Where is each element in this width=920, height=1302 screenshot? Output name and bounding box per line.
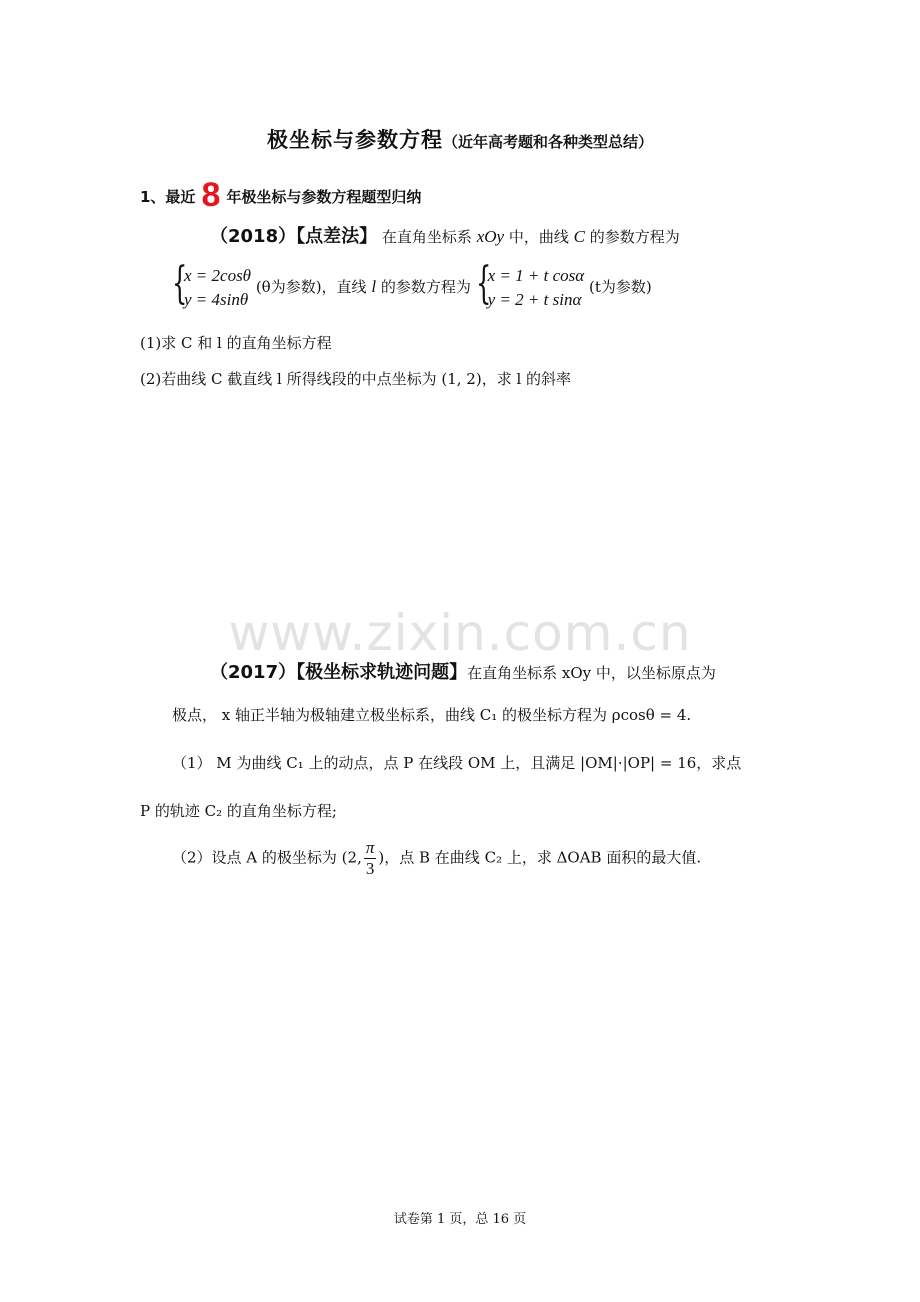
q2017-part2-post: )，点 B 在曲线 C₂ 上，求 ΔOAB 面积的最大值.	[378, 848, 702, 867]
q2018-year: （2018）	[210, 226, 297, 247]
title-main: 极坐标与参数方程	[266, 128, 443, 152]
q2017-part2	[172, 838, 701, 879]
q2017-header	[210, 658, 716, 684]
q2018-equations	[172, 258, 652, 312]
section-number: 8	[201, 176, 221, 214]
curve-c-eq2: y = 4sinθ	[184, 290, 249, 309]
q2018-curve-c: C	[573, 227, 585, 246]
q2017-part2-pre: （2）设点 A 的极坐标为 (2,	[172, 848, 362, 867]
q2018-intro: 在直角坐标系	[381, 228, 472, 246]
line-l-eq1: x = 1 + t cosα	[487, 266, 585, 285]
curve-c-param: (θ为参数)，直线	[255, 278, 367, 296]
q2017-line2: 极点， x 轴正半轴为极轴建立极坐标系，曲线 C₁ 的极坐标方程为 ρcosθ = 4.	[172, 706, 692, 724]
q2018-intro2: 中，曲线	[508, 228, 569, 246]
q2017-part1b: P 的轨迹 C₂ 的直角坐标方程;	[140, 802, 337, 820]
section-heading	[140, 176, 421, 215]
q2017-line1: 在直角坐标系 xOy 中，以坐标原点为	[467, 664, 716, 682]
q2018-header	[210, 222, 680, 248]
fraction-numerator: π	[365, 838, 375, 857]
line-l-symbol: l	[371, 277, 377, 296]
left-brace-icon: {	[475, 258, 492, 309]
q2018-part1: (1)求 C 和 l 的直角坐标方程	[140, 334, 332, 352]
line-l-param: (t为参数)	[588, 278, 652, 296]
pi-over-3-fraction	[364, 838, 377, 879]
q2018-intro3: 的参数方程为	[589, 228, 680, 246]
q2017-part1a: （1） M 为曲线 C₁ 上的动点，点 P 在线段 OM 上，且满足 |OM|·|OP| = 16，求点	[172, 754, 742, 772]
q2017-tag: 【极坐标求轨迹问题】	[296, 662, 468, 683]
watermark: www.zixin.com.cn	[228, 604, 692, 662]
line-l-intro: 的参数方程为	[380, 278, 471, 296]
page-footer: 试卷第 1 页，总 16 页	[393, 1212, 527, 1227]
left-brace-icon: {	[172, 258, 188, 309]
line-l-eq2: y = 2 + t sinα	[487, 290, 582, 309]
title-subtitle: （近年高考题和各种类型总结）	[442, 133, 653, 151]
curve-c-eq1: x = 2cosθ	[184, 266, 252, 285]
q2018-part2: (2)若曲线 C 截直线 l 所得线段的中点坐标为 (1, 2)，求 l 的斜率	[140, 370, 572, 388]
line-l-system	[475, 258, 585, 312]
q2018-tag: 【点差法】	[296, 226, 378, 247]
section-suffix: 年极坐标与参数方程题型归纳	[226, 188, 422, 206]
section-prefix: 1、最近	[140, 188, 196, 206]
q2018-xoy: xOy	[476, 227, 505, 246]
document-title	[0, 124, 920, 154]
fraction-denominator: 3	[365, 859, 375, 878]
q2017-year: （2017）	[210, 662, 297, 683]
curve-c-system	[172, 258, 252, 312]
